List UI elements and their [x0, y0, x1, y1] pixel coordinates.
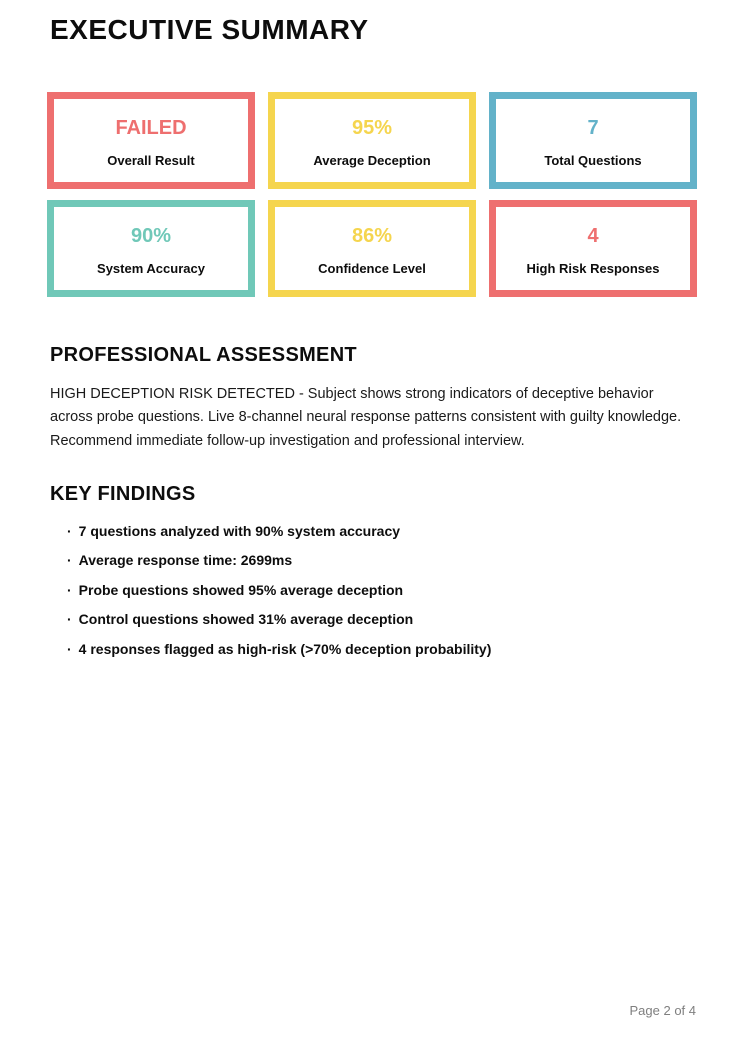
list-item — [67, 524, 697, 539]
stat-card-high-risk-responses — [489, 200, 697, 297]
stat-value: 86% — [351, 225, 393, 247]
list-item — [67, 583, 697, 598]
finding-text: 4 responses flagged as high-risk (>70% deception probability) — [78, 640, 492, 657]
stat-label: Confidence Level — [318, 261, 426, 276]
finding-text: 7 questions analyzed with 90% system accuracy — [78, 523, 401, 539]
stat-label: High Risk Responses — [526, 261, 660, 276]
stat-card-average-deception — [268, 92, 476, 189]
key-findings-list — [67, 524, 697, 671]
key-findings-heading: KEY FINDINGS — [50, 483, 196, 505]
bullet-icon: · — [67, 523, 72, 539]
list-item — [67, 553, 697, 568]
stat-card-system-accuracy — [47, 200, 255, 297]
assessment-body-text: HIGH DECEPTION RISK DETECTED - Subject shows strong indicators of deceptive behavior across probe questions. Live 8-channel neural response patterns consistent with guilty knowledge. Recommend immediate follow-up investigation and professional interview. — [50, 386, 682, 449]
bullet-icon: · — [67, 552, 72, 569]
list-item — [67, 612, 697, 627]
stat-value: 95% — [351, 117, 393, 139]
page-number: Page 2 of 4 — [629, 1003, 696, 1018]
stat-label: Average Deception — [313, 153, 431, 168]
stat-card-overall-result — [47, 92, 255, 189]
bullet-icon: · — [67, 640, 72, 657]
stat-card-confidence-level — [268, 200, 476, 297]
finding-text: Probe questions showed 95% average deception — [78, 581, 404, 598]
finding-text: Average response time: 2699ms — [78, 552, 293, 569]
stat-cards-grid — [47, 92, 697, 297]
stat-value: FAILED — [115, 117, 187, 139]
assessment-heading: PROFESSIONAL ASSESSMENT — [50, 344, 357, 366]
list-item — [67, 642, 697, 657]
bullet-icon: · — [67, 611, 72, 628]
bullet-icon: · — [67, 581, 72, 598]
page-title: EXECUTIVE SUMMARY — [50, 14, 369, 45]
stat-value: 90% — [130, 225, 172, 247]
stat-card-total-questions — [489, 92, 697, 189]
finding-text: Control questions showed 31% average deception — [78, 611, 414, 628]
stat-label: Overall Result — [107, 153, 195, 168]
stat-value: 7 — [587, 117, 599, 139]
stat-value: 4 — [587, 225, 599, 247]
stat-label: System Accuracy — [97, 261, 205, 276]
stat-label: Total Questions — [544, 153, 642, 168]
